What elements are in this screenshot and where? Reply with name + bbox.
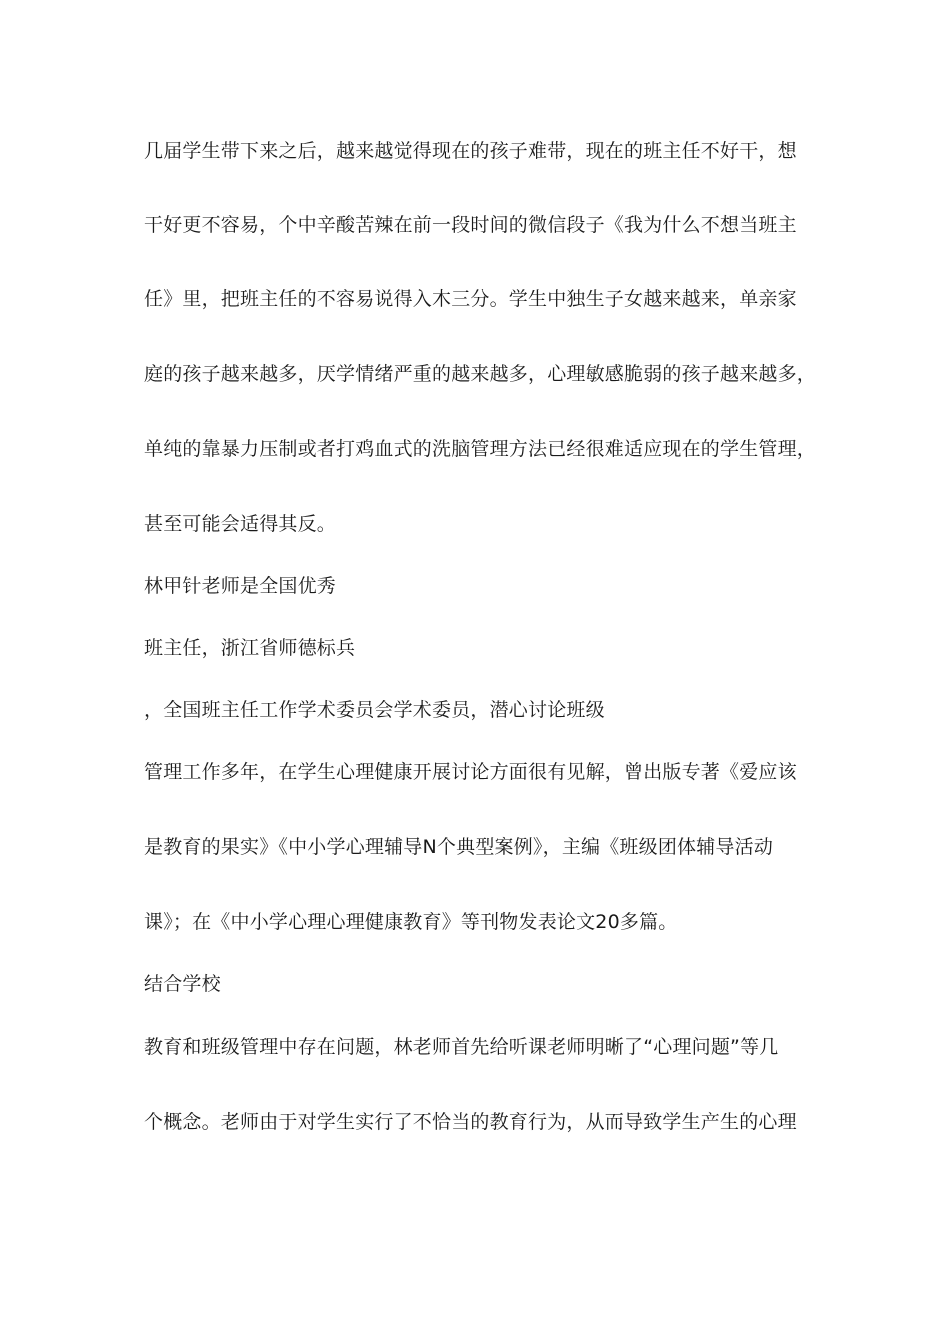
paragraph-line: 管理工作多年，在学生心理健康开展讨论方面很有见解，曾出版专著《爱应该: [144, 761, 797, 783]
paragraph-line: 班主任，浙江省师德标兵: [144, 637, 356, 659]
paragraph-line: 干好更不容易，个中辛酸苦辣在前一段时间的微信段子《我为什么不想当班主: [144, 214, 797, 236]
paragraph-line: 任》里，把班主任的不容易说得入木三分。学生中独生子女越来越来，单亲家: [144, 288, 797, 310]
paragraph-line: 单纯的靠暴力压制或者打鸡血式的洗脑管理方法已经很难适应现在的学生管理，: [144, 438, 817, 460]
paragraph-line: 是教育的果实》《中小学心理辅导N个典型案例》，主编《班级团体辅导活动: [144, 836, 774, 858]
paragraph-line: 个概念。老师由于对学生实行了不恰当的教育行为，从而导致学生产生的心理: [144, 1111, 797, 1133]
paragraph-line: 甚至可能会适得其反。: [144, 513, 337, 535]
paragraph-line: 教育和班级管理中存在问题，林老师首先给听课老师明晰了“心理问题”等几: [144, 1036, 779, 1058]
paragraph-line: 几届学生带下来之后，越来越觉得现在的孩子难带，现在的班主任不好干，想: [144, 140, 797, 162]
paragraph-line: 课》；在《中小学心理心理健康教育》等刊物发表论文20多篇。: [144, 911, 678, 933]
paragraph-line: 结合学校: [144, 973, 221, 995]
paragraph-line: 林甲针老师是全国优秀: [144, 575, 337, 597]
paragraph-line: ，全国班主任工作学术委员会学术委员，潜心讨论班级: [144, 699, 605, 721]
paragraph-line: 庭的孩子越来越多，厌学情绪严重的越来越多，心理敏感脆弱的孩子越来越多，: [144, 363, 817, 385]
